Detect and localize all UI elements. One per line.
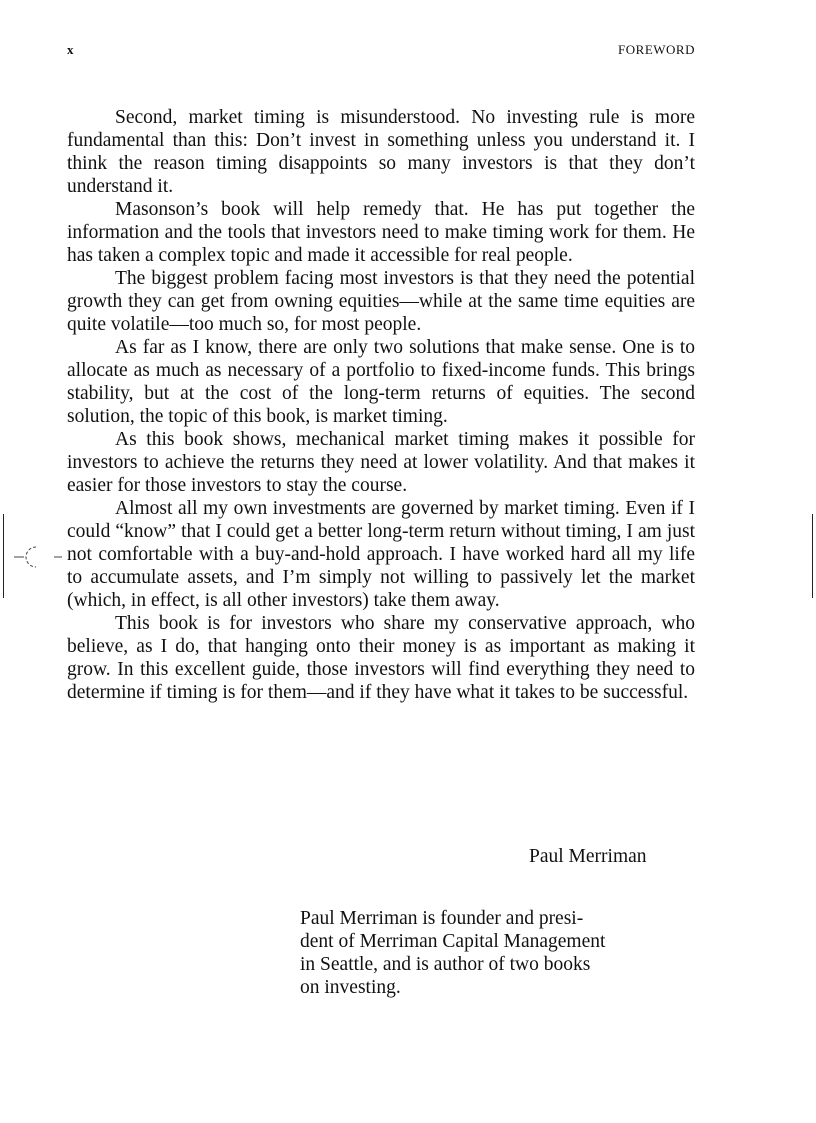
paragraph: Second, market timing is misunderstood. No investing rule is more fundamental than this: Don’t invest in something unless you understand it. I think the reason timing disappoints so many investors is that they don’t understand it. xyxy=(67,107,695,197)
paragraph: This book is for investors who share my conservative approach, who believe, as I do, that hanging onto their money is as important as making it grow. In this excellent guide, those investors will find everything they need to determine if timing is for them—and if they have what it takes to be successful. xyxy=(67,613,695,703)
paragraph: Masonson’s book will help remedy that. He has put together the information and the tools that investors need to make timing work for them. He has taken a complex topic and made it accessible for real people. xyxy=(67,199,695,266)
bio-line: Paul Merriman is founder and presi- xyxy=(300,908,584,929)
author-bio xyxy=(300,907,680,999)
section-title: FOREWORD xyxy=(618,42,695,57)
bio-line: on investing. xyxy=(300,977,401,998)
paragraph: As this book shows, mechanical market timing makes it possible for investors to achieve the returns they need at lower volatility. And that makes it easier for those investors to stay the course. xyxy=(67,429,695,496)
paragraph: Almost all my own investments are governed by market timing. Even if I could “know” that I could get a better long-term return without timing, I am just not comfortable with a buy-and-hold approach. I have worked hard all my life to accumulate assets, and I’m simply not willing to passively let the market (which, in effect, is all other investors) take them away. xyxy=(67,498,695,611)
paragraph: The biggest problem facing most investors is that they need the potential growth they can get from owning equities—while at the same time equities are quite volatile—too much so, for most people. xyxy=(67,268,695,335)
crop-mark-right xyxy=(812,514,813,598)
running-head xyxy=(67,42,695,60)
registration-mark-icon xyxy=(14,544,64,570)
bio-line: in Seattle, and is author of two books xyxy=(300,954,591,975)
crop-mark-left xyxy=(3,514,4,598)
paragraph: As far as I know, there are only two solutions that make sense. One is to allocate as much as necessary of a portfolio to fixed-income funds. This brings stability, but at the cost of the long-term returns of equities. The second solution, the topic of this book, is market timing. xyxy=(67,337,695,427)
author-signature: Paul Merriman xyxy=(529,846,647,867)
page-number: x xyxy=(67,42,74,57)
bio-line: dent of Merriman Capital Management xyxy=(300,931,606,952)
foreword-body xyxy=(67,106,695,704)
